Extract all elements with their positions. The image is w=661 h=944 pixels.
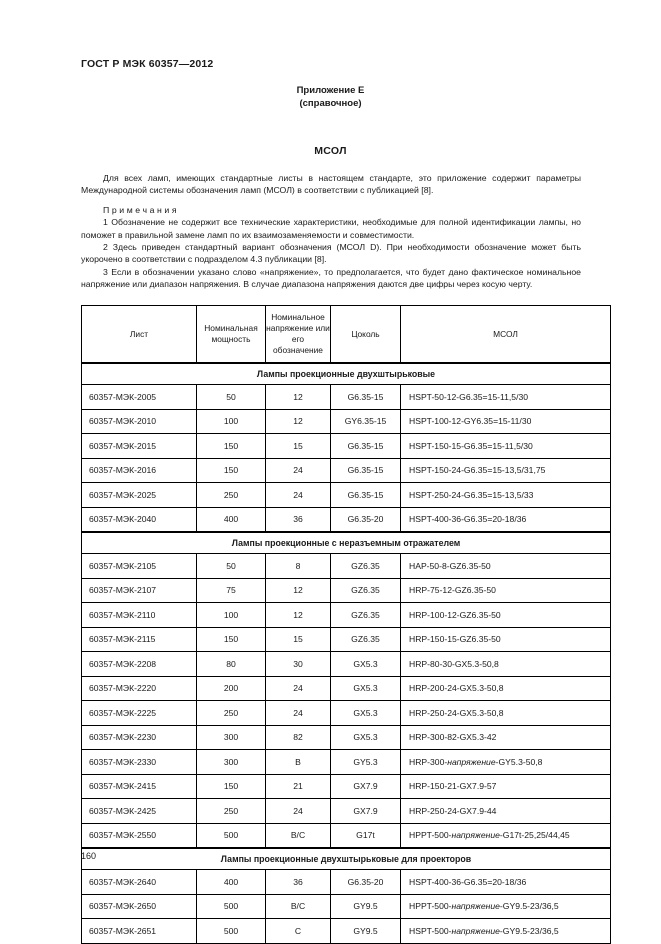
- cell-msol: HRP-300-82-GX5.3-42: [401, 725, 611, 750]
- table-row: [82, 774, 611, 799]
- cell-power: 250: [197, 799, 266, 824]
- cell-power: 50: [197, 385, 266, 410]
- cell-cap: G6.35-20: [331, 870, 401, 895]
- cell-sheet: 60357-МЭК-2208: [82, 652, 197, 677]
- cell-cap: G6.35-15: [331, 458, 401, 483]
- cell-voltage: 8: [266, 554, 331, 579]
- msol-voltage-placeholder: напряжение: [451, 830, 500, 841]
- cell-voltage: 12: [266, 603, 331, 628]
- cell-voltage: 30: [266, 652, 331, 677]
- cell-voltage: В: [266, 750, 331, 775]
- annex-label: Приложение Е: [296, 85, 365, 96]
- cell-voltage: 15: [266, 627, 331, 652]
- cell-power: 100: [197, 603, 266, 628]
- section-title: Лампы проекционные с неразъемным отражателем: [82, 532, 611, 554]
- cell-cap: GY5.3: [331, 750, 401, 775]
- cell-sheet: 60357-МЭК-2650: [82, 894, 197, 919]
- cell-msol: HPPT-500-напряжение-G17t-25,25/44,45: [401, 823, 611, 848]
- cell-voltage: В/С: [266, 823, 331, 848]
- column-header-msol: МСОЛ: [401, 306, 611, 364]
- cell-cap: GZ6.35: [331, 603, 401, 628]
- cell-voltage: 24: [266, 483, 331, 508]
- table-row: [82, 627, 611, 652]
- table-row: [82, 652, 611, 677]
- table-row: [82, 483, 611, 508]
- cell-cap: GY9.5: [331, 919, 401, 944]
- cell-cap: G6.35-20: [331, 507, 401, 532]
- cell-power: 150: [197, 434, 266, 459]
- cell-power: 250: [197, 701, 266, 726]
- cell-voltage: 15: [266, 434, 331, 459]
- note-1: 1 Обозначение не содержит все технические характеристики, необходимые для полной идентификации лампы, но поможет в правильной замене ламп по их взаимозаменяемости и совместимости.: [81, 217, 581, 240]
- column-header-sheet: Лист: [82, 306, 197, 364]
- cell-sheet: 60357-МЭК-2010: [82, 409, 197, 434]
- annex-heading: [0, 84, 661, 110]
- cell-voltage: 24: [266, 676, 331, 701]
- cell-sheet: 60357-МЭК-2105: [82, 554, 197, 579]
- cell-voltage: 36: [266, 507, 331, 532]
- section-title: Лампы проекционные двухштырьковые: [82, 363, 611, 385]
- cell-msol: HSPT-500-напряжение-GY9.5-23/36,5: [401, 919, 611, 944]
- column-header-power: Номинальная мощность: [197, 306, 266, 364]
- note-2: 2 Здесь приведен стандартный вариант обозначения (МСОЛ D). При необходимости обозначение может быть укорочено в соответствии с подразделом 4.3 публикации [8].: [81, 241, 581, 265]
- cell-sheet: 60357-МЭК-2025: [82, 483, 197, 508]
- cell-cap: GX5.3: [331, 725, 401, 750]
- cell-msol: HRP-250-24-GX5.3-50,8: [401, 701, 611, 726]
- table-row: [82, 725, 611, 750]
- cell-sheet: 60357-МЭК-2550: [82, 823, 197, 848]
- cell-msol: HRP-250-24-GX7.9-44: [401, 799, 611, 824]
- cell-sheet: 60357-МЭК-2005: [82, 385, 197, 410]
- cell-msol: HAP-50-8-GZ6.35-50: [401, 554, 611, 579]
- cell-voltage: 12: [266, 385, 331, 410]
- cell-voltage: 12: [266, 578, 331, 603]
- cell-power: 400: [197, 507, 266, 532]
- cell-msol: HRP-100-12-GZ6.35-50: [401, 603, 611, 628]
- cell-msol: HSPT-100-12-GY6.35=15-11/30: [401, 409, 611, 434]
- cell-cap: GX5.3: [331, 652, 401, 677]
- table-header-row: [82, 306, 611, 364]
- table-row: [82, 919, 611, 944]
- table-section-header: [82, 848, 611, 870]
- page-number: 160: [81, 851, 97, 861]
- cell-msol: HSPT-150-15-G6.35=15-11,5/30: [401, 434, 611, 459]
- cell-voltage: В/С: [266, 894, 331, 919]
- table-row: [82, 385, 611, 410]
- cell-cap: GX5.3: [331, 676, 401, 701]
- cell-power: 150: [197, 774, 266, 799]
- cell-power: 500: [197, 823, 266, 848]
- cell-power: 80: [197, 652, 266, 677]
- cell-cap: GZ6.35: [331, 578, 401, 603]
- table-row: [82, 676, 611, 701]
- cell-sheet: 60357-МЭК-2330: [82, 750, 197, 775]
- table-row: [82, 701, 611, 726]
- cell-sheet: 60357-МЭК-2040: [82, 507, 197, 532]
- cell-msol: HSPT-250-24-G6.35=15-13,5/33: [401, 483, 611, 508]
- cell-cap: GX5.3: [331, 701, 401, 726]
- cell-voltage: 21: [266, 774, 331, 799]
- cell-cap: GY6.35-15: [331, 409, 401, 434]
- cell-sheet: 60357-МЭК-2110: [82, 603, 197, 628]
- standard-header: ГОСТ Р МЭК 60357—2012: [81, 58, 214, 70]
- cell-cap: G6.35-15: [331, 483, 401, 508]
- cell-power: 300: [197, 750, 266, 775]
- table-row: [82, 799, 611, 824]
- cell-cap: GY9.5: [331, 894, 401, 919]
- table-section-header: [82, 363, 611, 385]
- cell-sheet: 60357-МЭК-2651: [82, 919, 197, 944]
- cell-voltage: 24: [266, 458, 331, 483]
- cell-power: 150: [197, 458, 266, 483]
- cell-power: 400: [197, 870, 266, 895]
- intro-text: [81, 172, 581, 290]
- cell-cap: GX7.9: [331, 799, 401, 824]
- column-header-cap: Цоколь: [331, 306, 401, 364]
- table-row: [82, 894, 611, 919]
- page-title: МСОЛ: [314, 145, 347, 157]
- cell-voltage: 12: [266, 409, 331, 434]
- cell-msol: HRP-300-напряжение-GY5.3-50,8: [401, 750, 611, 775]
- cell-power: 150: [197, 627, 266, 652]
- intro-paragraph: Для всех ламп, имеющих стандартные листы в настоящем стандарте, это приложение содержит параметры Международной системы обозначения ламп (МСОЛ) в соответствии с публикацией [8].: [81, 173, 581, 196]
- table-row: [82, 578, 611, 603]
- msol-table: [81, 305, 611, 944]
- table-row: [82, 823, 611, 848]
- cell-cap: GZ6.35: [331, 627, 401, 652]
- cell-sheet: 60357-МЭК-2015: [82, 434, 197, 459]
- cell-msol: HSPT-400-36-G6.35=20-18/36: [401, 507, 611, 532]
- table-row: [82, 603, 611, 628]
- cell-sheet: 60357-МЭК-2415: [82, 774, 197, 799]
- cell-msol: HRP-80-30-GX5.3-50,8: [401, 652, 611, 677]
- cell-power: 200: [197, 676, 266, 701]
- cell-msol: HRP-150-15-GZ6.35-50: [401, 627, 611, 652]
- cell-sheet: 60357-МЭК-2225: [82, 701, 197, 726]
- cell-msol: HSPT-400-36-G6.35=20-18/36: [401, 870, 611, 895]
- cell-power: 500: [197, 894, 266, 919]
- cell-msol: HRP-75-12-GZ6.35-50: [401, 578, 611, 603]
- cell-power: 50: [197, 554, 266, 579]
- cell-cap: GZ6.35: [331, 554, 401, 579]
- cell-voltage: 36: [266, 870, 331, 895]
- table-row: [82, 507, 611, 532]
- cell-cap: G6.35-15: [331, 385, 401, 410]
- cell-power: 75: [197, 578, 266, 603]
- cell-sheet: 60357-МЭК-2230: [82, 725, 197, 750]
- note-3: 3 Если в обозначении указано слово «напряжение», то предполагается, что будет дано фактическое номинальное напряжение или диапазон напряжения. В случае диапазона напряжения даются две цифры через косую черту.: [81, 266, 581, 289]
- cell-voltage: 24: [266, 701, 331, 726]
- cell-cap: GX7.9: [331, 774, 401, 799]
- column-header-voltage: Номинальное напряжение или его обозначение: [266, 306, 331, 364]
- section-title: Лампы проекционные двухштырьковые для проекторов: [82, 848, 611, 870]
- cell-sheet: 60357-МЭК-2640: [82, 870, 197, 895]
- cell-power: 250: [197, 483, 266, 508]
- cell-voltage: 24: [266, 799, 331, 824]
- table-head: [82, 306, 611, 364]
- cell-voltage: 82: [266, 725, 331, 750]
- table-row: [82, 750, 611, 775]
- cell-msol: HSPT-150-24-G6.35=15-13,5/31,75: [401, 458, 611, 483]
- cell-power: 500: [197, 919, 266, 944]
- table-section-header: [82, 532, 611, 554]
- cell-sheet: 60357-МЭК-2016: [82, 458, 197, 483]
- cell-sheet: 60357-МЭК-2425: [82, 799, 197, 824]
- cell-sheet: 60357-МЭК-2107: [82, 578, 197, 603]
- msol-voltage-placeholder: напряжение: [451, 901, 500, 912]
- table-row: [82, 554, 611, 579]
- cell-power: 100: [197, 409, 266, 434]
- table-row: [82, 458, 611, 483]
- notes-heading: Примечания: [103, 205, 180, 216]
- cell-cap: G17t: [331, 823, 401, 848]
- cell-msol: HSPT-50-12-G6.35=15-11,5/30: [401, 385, 611, 410]
- table-body: [82, 363, 611, 943]
- table-row: [82, 409, 611, 434]
- cell-msol: HPPT-500-напряжение-GY9.5-23/36,5: [401, 894, 611, 919]
- cell-power: 300: [197, 725, 266, 750]
- cell-msol: HRP-150-21-GX7.9-57: [401, 774, 611, 799]
- cell-msol: HRP-200-24-GX5.3-50,8: [401, 676, 611, 701]
- cell-sheet: 60357-МЭК-2115: [82, 627, 197, 652]
- cell-sheet: 60357-МЭК-2220: [82, 676, 197, 701]
- msol-voltage-placeholder: напряжение: [447, 756, 496, 767]
- cell-voltage: С: [266, 919, 331, 944]
- table-row: [82, 434, 611, 459]
- table-row: [82, 870, 611, 895]
- cell-cap: G6.35-15: [331, 434, 401, 459]
- annex-kind: (справочное): [299, 98, 362, 109]
- msol-voltage-placeholder: напряжение: [451, 925, 500, 936]
